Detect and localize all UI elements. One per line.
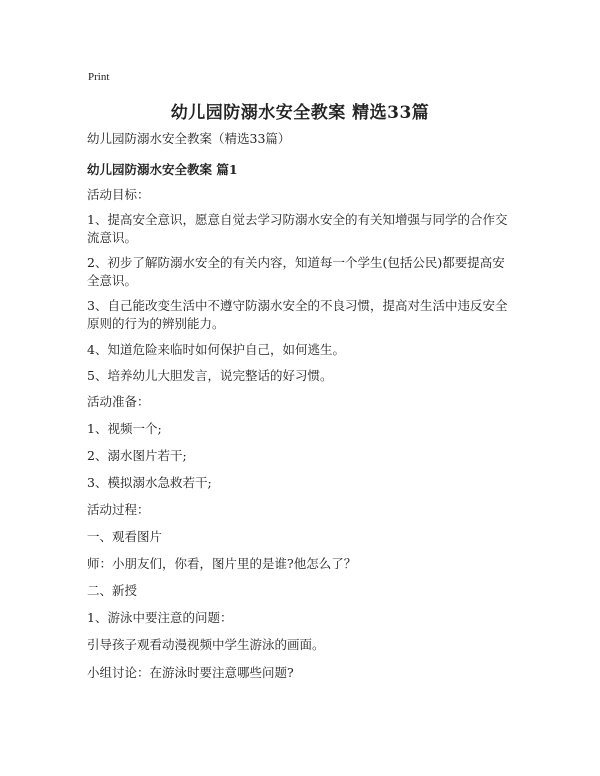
- discuss-line: 小组讨论：在游泳时要注意哪些问题?: [87, 665, 294, 680]
- step-heading: 一、观看图片: [87, 529, 163, 544]
- prep-item: 3、模拟溺水急救若干;: [87, 475, 212, 490]
- guide-line: 引导孩子观看动漫视频中学生游泳的画面。: [87, 637, 325, 652]
- sub-heading: 1、游泳中要注意的问题：: [87, 610, 233, 625]
- subtitle: 幼儿园防溺水安全教案（精选33篇）: [87, 131, 291, 146]
- goal-item: 3、自己能改变生活中不遵守防溺水安全的不良习惯，提高对生活中违反安全原则的行为的辨别能力。: [87, 298, 508, 331]
- process-label: 活动过程：: [87, 502, 150, 517]
- prep-item: 1、视频一个;: [87, 421, 162, 436]
- prep-label: 活动准备：: [87, 394, 150, 409]
- goal-item: 1、提高安全意识，愿意自觉去学习防溺水安全的有关知增强与同学的合作交流意识。: [87, 212, 508, 245]
- print-link[interactable]: Print: [88, 71, 110, 83]
- page-title: 幼儿园防溺水安全教案 精选33篇: [170, 103, 430, 123]
- goals-label: 活动目标：: [87, 187, 150, 202]
- goal-item: 2、初步了解防溺水安全的有关内容，知道每一个学生(包括公民)都要提高安全意识。: [87, 255, 505, 288]
- goal-item: 5、培养幼儿大胆发言，说完整话的好习惯。: [87, 368, 333, 383]
- section-heading: 幼儿园防溺水安全教案 篇1: [87, 162, 238, 177]
- prep-item: 2、溺水图片若干;: [87, 448, 187, 463]
- teacher-line: 师：小朋友们，你看，图片里的是谁?他怎么了？: [87, 556, 357, 571]
- step-heading: 二、新授: [87, 583, 138, 598]
- goal-item: 4、知道危险来临时如何保护自己，如何逃生。: [87, 342, 345, 357]
